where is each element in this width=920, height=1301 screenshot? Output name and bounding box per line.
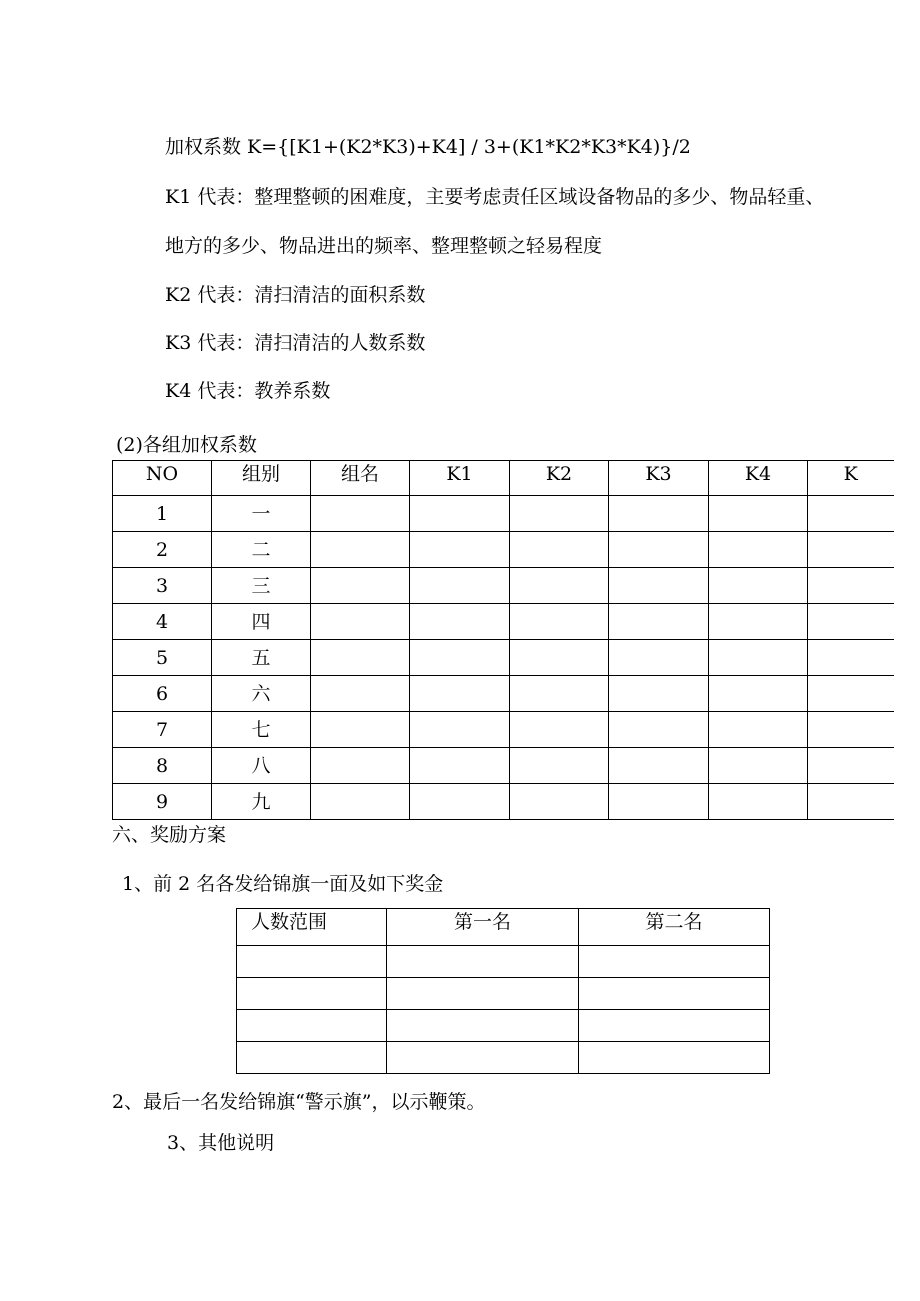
group-label: 六 <box>212 676 311 712</box>
empty-cell <box>237 978 387 1010</box>
empty-cell <box>410 784 510 820</box>
header-group: 组别 <box>212 461 311 496</box>
empty-cell <box>311 712 410 748</box>
k1-description-line-2: 地方的多少、物品进出的频率、整理整顿之轻易程度 <box>165 235 603 257</box>
empty-cell <box>311 748 410 784</box>
empty-cell <box>311 784 410 820</box>
table-row <box>237 1010 770 1042</box>
header-group-name: 组名 <box>311 461 410 496</box>
prize-table-body <box>237 909 770 1074</box>
table-row <box>113 784 894 820</box>
row-number: 9 <box>113 784 212 820</box>
empty-cell <box>410 712 510 748</box>
empty-cell <box>808 640 894 676</box>
empty-cell <box>410 604 510 640</box>
table-row <box>113 712 894 748</box>
prize-table <box>236 908 770 1074</box>
group-label: 九 <box>212 784 311 820</box>
empty-cell <box>387 1042 579 1074</box>
empty-cell <box>808 568 894 604</box>
table-row <box>237 978 770 1010</box>
empty-cell <box>808 496 894 532</box>
empty-cell <box>579 978 770 1010</box>
table-row <box>113 568 894 604</box>
header-k3: K3 <box>609 461 709 496</box>
table-row <box>113 604 894 640</box>
empty-cell <box>579 1010 770 1042</box>
empty-cell <box>510 568 609 604</box>
empty-cell <box>808 532 894 568</box>
header-first-place: 第一名 <box>387 909 579 946</box>
empty-cell <box>410 532 510 568</box>
empty-cell <box>609 640 709 676</box>
empty-cell <box>410 568 510 604</box>
empty-cell <box>311 676 410 712</box>
rewards-item-3: 3、其他说明 <box>167 1132 275 1154</box>
empty-cell <box>410 676 510 712</box>
empty-cell <box>808 712 894 748</box>
empty-cell <box>709 568 808 604</box>
table-row <box>113 496 894 532</box>
empty-cell <box>609 532 709 568</box>
empty-cell <box>387 946 579 978</box>
group-label: 八 <box>212 748 311 784</box>
empty-cell <box>510 496 609 532</box>
header-k1: K1 <box>410 461 510 496</box>
weights-table <box>112 460 894 820</box>
header-k2: K2 <box>510 461 609 496</box>
header-headcount-range: 人数范围 <box>237 909 387 946</box>
empty-cell <box>609 496 709 532</box>
table-row <box>113 640 894 676</box>
empty-cell <box>311 604 410 640</box>
empty-cell <box>709 496 808 532</box>
k1-description-line-1: K1 代表：整理整顿的困难度，主要考虑责任区域设备物品的多少、物品轻重、 <box>165 186 825 208</box>
empty-cell <box>609 676 709 712</box>
group-label: 一 <box>212 496 311 532</box>
empty-cell <box>579 1042 770 1074</box>
empty-cell <box>609 604 709 640</box>
row-number: 7 <box>113 712 212 748</box>
k3-description: K3 代表：清扫清洁的人数系数 <box>165 332 426 354</box>
empty-cell <box>311 496 410 532</box>
empty-cell <box>709 712 808 748</box>
group-label: 五 <box>212 640 311 676</box>
group-label: 四 <box>212 604 311 640</box>
weights-header-row <box>113 461 894 496</box>
row-number: 8 <box>113 748 212 784</box>
empty-cell <box>410 640 510 676</box>
empty-cell <box>410 496 510 532</box>
row-number: 3 <box>113 568 212 604</box>
empty-cell <box>237 1010 387 1042</box>
empty-cell <box>510 748 609 784</box>
group-label: 三 <box>212 568 311 604</box>
k4-description: K4 代表：教养系数 <box>165 380 331 402</box>
empty-cell <box>609 568 709 604</box>
empty-cell <box>311 568 410 604</box>
k2-description: K2 代表：清扫清洁的面积系数 <box>165 284 426 306</box>
empty-cell <box>510 712 609 748</box>
empty-cell <box>808 748 894 784</box>
empty-cell <box>237 946 387 978</box>
rewards-item-2: 2、最后一名发给锦旗“警示旗”，以示鞭策。 <box>112 1091 486 1113</box>
empty-cell <box>410 748 510 784</box>
group-label: 七 <box>212 712 311 748</box>
header-no: NO <box>113 461 212 496</box>
empty-cell <box>510 532 609 568</box>
table-row <box>113 676 894 712</box>
empty-cell <box>311 532 410 568</box>
empty-cell <box>311 640 410 676</box>
empty-cell <box>387 1010 579 1042</box>
empty-cell <box>609 784 709 820</box>
empty-cell <box>808 604 894 640</box>
row-number: 4 <box>113 604 212 640</box>
empty-cell <box>709 640 808 676</box>
empty-cell <box>510 784 609 820</box>
header-k4: K4 <box>709 461 808 496</box>
row-number: 6 <box>113 676 212 712</box>
header-second-place: 第二名 <box>579 909 770 946</box>
table-row <box>113 532 894 568</box>
group-label: 二 <box>212 532 311 568</box>
prize-header-row <box>237 909 770 946</box>
empty-cell <box>808 676 894 712</box>
empty-cell <box>709 784 808 820</box>
weights-table-body <box>113 461 894 820</box>
header-k: K <box>808 461 894 496</box>
formula-line: 加权系数 K={[K1+(K2*K3)+K4] / 3+(K1*K2*K3*K4)}/2 <box>165 136 691 158</box>
empty-cell <box>510 640 609 676</box>
empty-cell <box>709 676 808 712</box>
table-row <box>113 748 894 784</box>
row-number: 1 <box>113 496 212 532</box>
table-row <box>237 1042 770 1074</box>
empty-cell <box>387 978 579 1010</box>
empty-cell <box>709 532 808 568</box>
rewards-heading: 六、奖励方案 <box>112 824 227 846</box>
empty-cell <box>510 604 609 640</box>
row-number: 5 <box>113 640 212 676</box>
empty-cell <box>609 712 709 748</box>
empty-cell <box>709 604 808 640</box>
empty-cell <box>579 946 770 978</box>
empty-cell <box>808 784 894 820</box>
empty-cell <box>510 676 609 712</box>
empty-cell <box>609 748 709 784</box>
table-row <box>237 946 770 978</box>
rewards-item-1: 1、前 2 名各发给锦旗一面及如下奖金 <box>122 873 444 895</box>
row-number: 2 <box>113 532 212 568</box>
empty-cell <box>237 1042 387 1074</box>
weights-section-title: (2)各组加权系数 <box>116 434 257 456</box>
empty-cell <box>709 748 808 784</box>
